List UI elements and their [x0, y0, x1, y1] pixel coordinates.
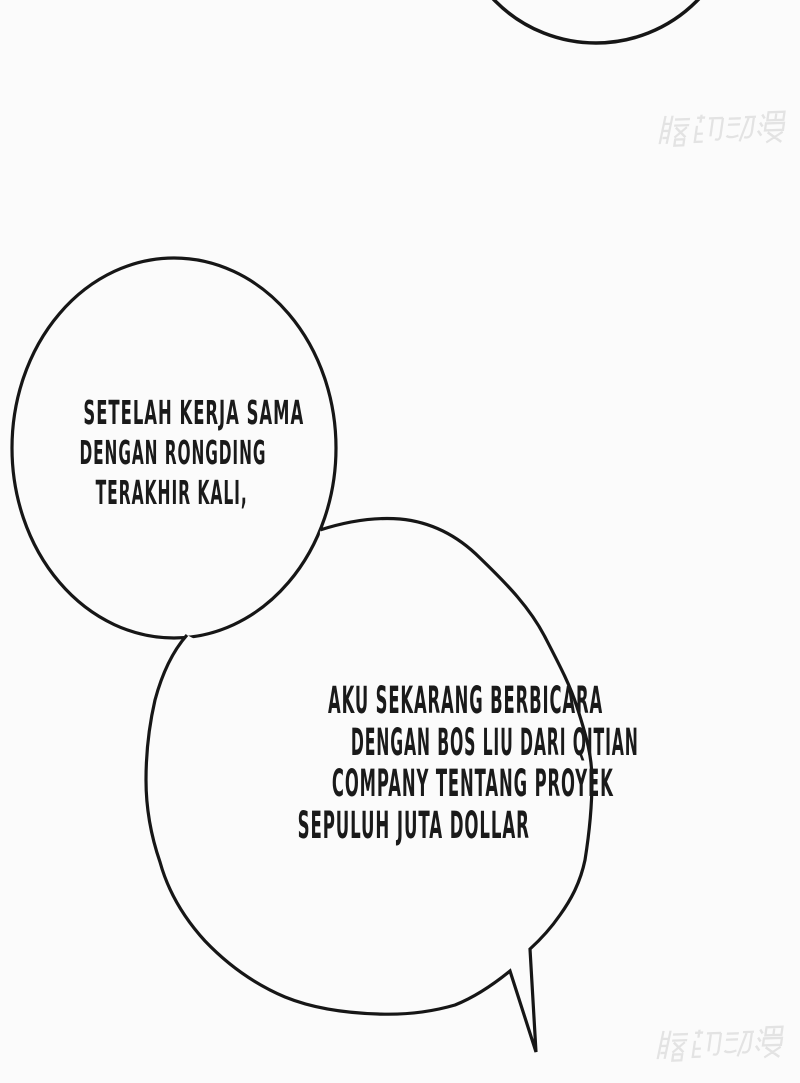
- dialogue-line: COMPANY TENTANG PROYEK: [331, 762, 614, 805]
- dialogue-line: SETELAH KERJA SAMA: [83, 393, 305, 432]
- dialogue-line: TERAKHIR KALI,: [95, 473, 249, 512]
- speech-bubble-2-text: [155, 679, 639, 847]
- tencent-comics-logo-watermark-bottom: [657, 1027, 783, 1061]
- tencent-comics-logo-watermark-top: [659, 112, 785, 146]
- dialogue-line: SEPULUH JUTA DOLLAR: [297, 803, 530, 847]
- speech-bubble-top-partial: [454, 0, 738, 43]
- dialogue-line: DENGAN RONGDING: [79, 433, 267, 472]
- dialogue-line: DENGAN BOS LIU DARI QITIAN: [350, 720, 639, 764]
- speech-bubble-1-text: [0, 393, 372, 513]
- dialogue-line: AKU SEKARANG BERBICARA: [328, 679, 604, 722]
